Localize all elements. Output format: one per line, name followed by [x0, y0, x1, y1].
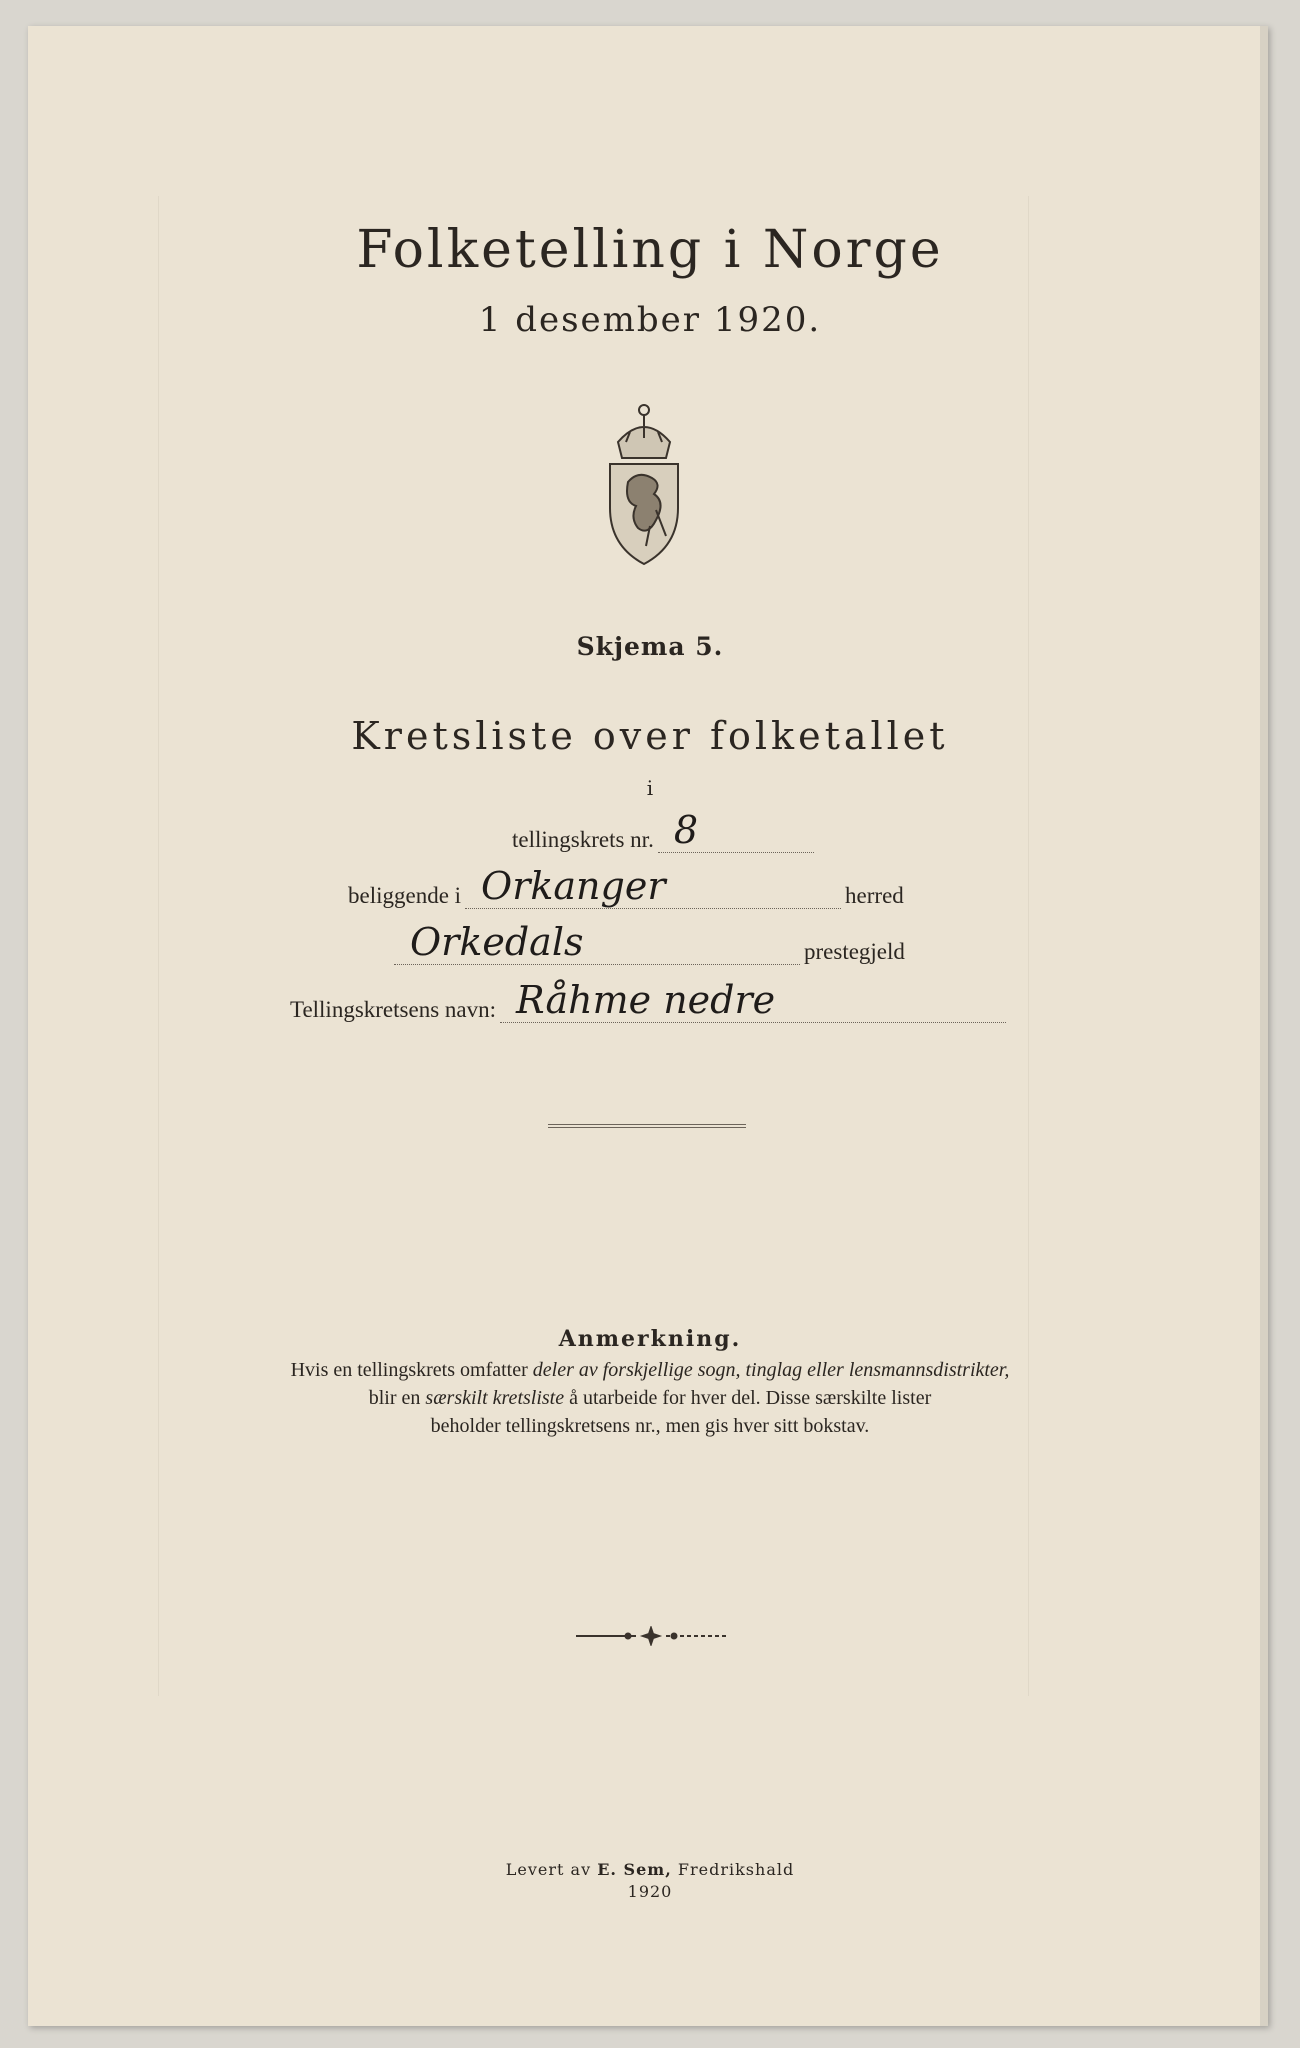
- beliggende-row: [348, 864, 904, 909]
- note-line-1-emphasis: deler av forskjellige sogn, tinglag eller lensmannsdistrikter,: [532, 1359, 1010, 1381]
- form-date: 1 desember 1920.: [478, 300, 822, 340]
- prestegjeld-label: prestegjeld: [804, 939, 905, 964]
- form-title: Folketelling i Norge: [356, 220, 944, 280]
- prestegjeld-field[interactable]: Orkedals: [394, 920, 800, 965]
- note-line-2-text: blir en: [368, 1387, 426, 1409]
- herred-field[interactable]: Orkanger: [465, 864, 841, 909]
- printer-year: 1920: [627, 1882, 673, 1901]
- double-rule-divider: [548, 1124, 746, 1128]
- note-title: Anmerkning.: [558, 1326, 742, 1352]
- note-line-2-emphasis: særskilt kretsliste: [425, 1387, 565, 1409]
- tellingskrets-label: tellingskrets nr.: [512, 827, 654, 852]
- note-line-1: [200, 1356, 1100, 1384]
- kretsnavn-row: [290, 978, 1010, 1023]
- kretsnavn-field[interactable]: Råhme nedre: [500, 978, 1006, 1023]
- kretsnavn-label: Tellingskretsens navn:: [290, 997, 496, 1022]
- note-line-2: [200, 1384, 1100, 1412]
- prestegjeld-row: [390, 920, 905, 965]
- coat-of-arms-icon: [596, 398, 692, 568]
- printer-name: E. Sem,: [597, 1860, 672, 1879]
- form-heading: Kretsliste over folketallet: [351, 714, 949, 758]
- bleed-through-line: [1028, 196, 1029, 1696]
- printer-city: Fredrikshald: [671, 1860, 795, 1879]
- tellingskrets-row: [512, 808, 818, 853]
- note-line-3: beholder tellingskretsens nr., men gis hver sitt bokstav.: [430, 1415, 870, 1437]
- bleed-through-line: [158, 196, 159, 1696]
- herred-label: herred: [845, 883, 904, 908]
- printer-prefix: Levert av: [505, 1860, 598, 1879]
- connector-word: i: [646, 776, 654, 800]
- schema-label: Skjema 5.: [576, 632, 724, 661]
- ornament-divider-icon: [576, 1626, 726, 1646]
- note-line-2-rest: å utarbeide for hver del. Disse særskilte lister: [564, 1387, 932, 1409]
- note-line-1-text: Hvis en tellingskrets omfatter: [290, 1359, 533, 1381]
- tellingskrets-number-field[interactable]: 8: [658, 808, 814, 853]
- printer-credit: [0, 1860, 1300, 1879]
- beliggende-label: beliggende i: [348, 883, 462, 908]
